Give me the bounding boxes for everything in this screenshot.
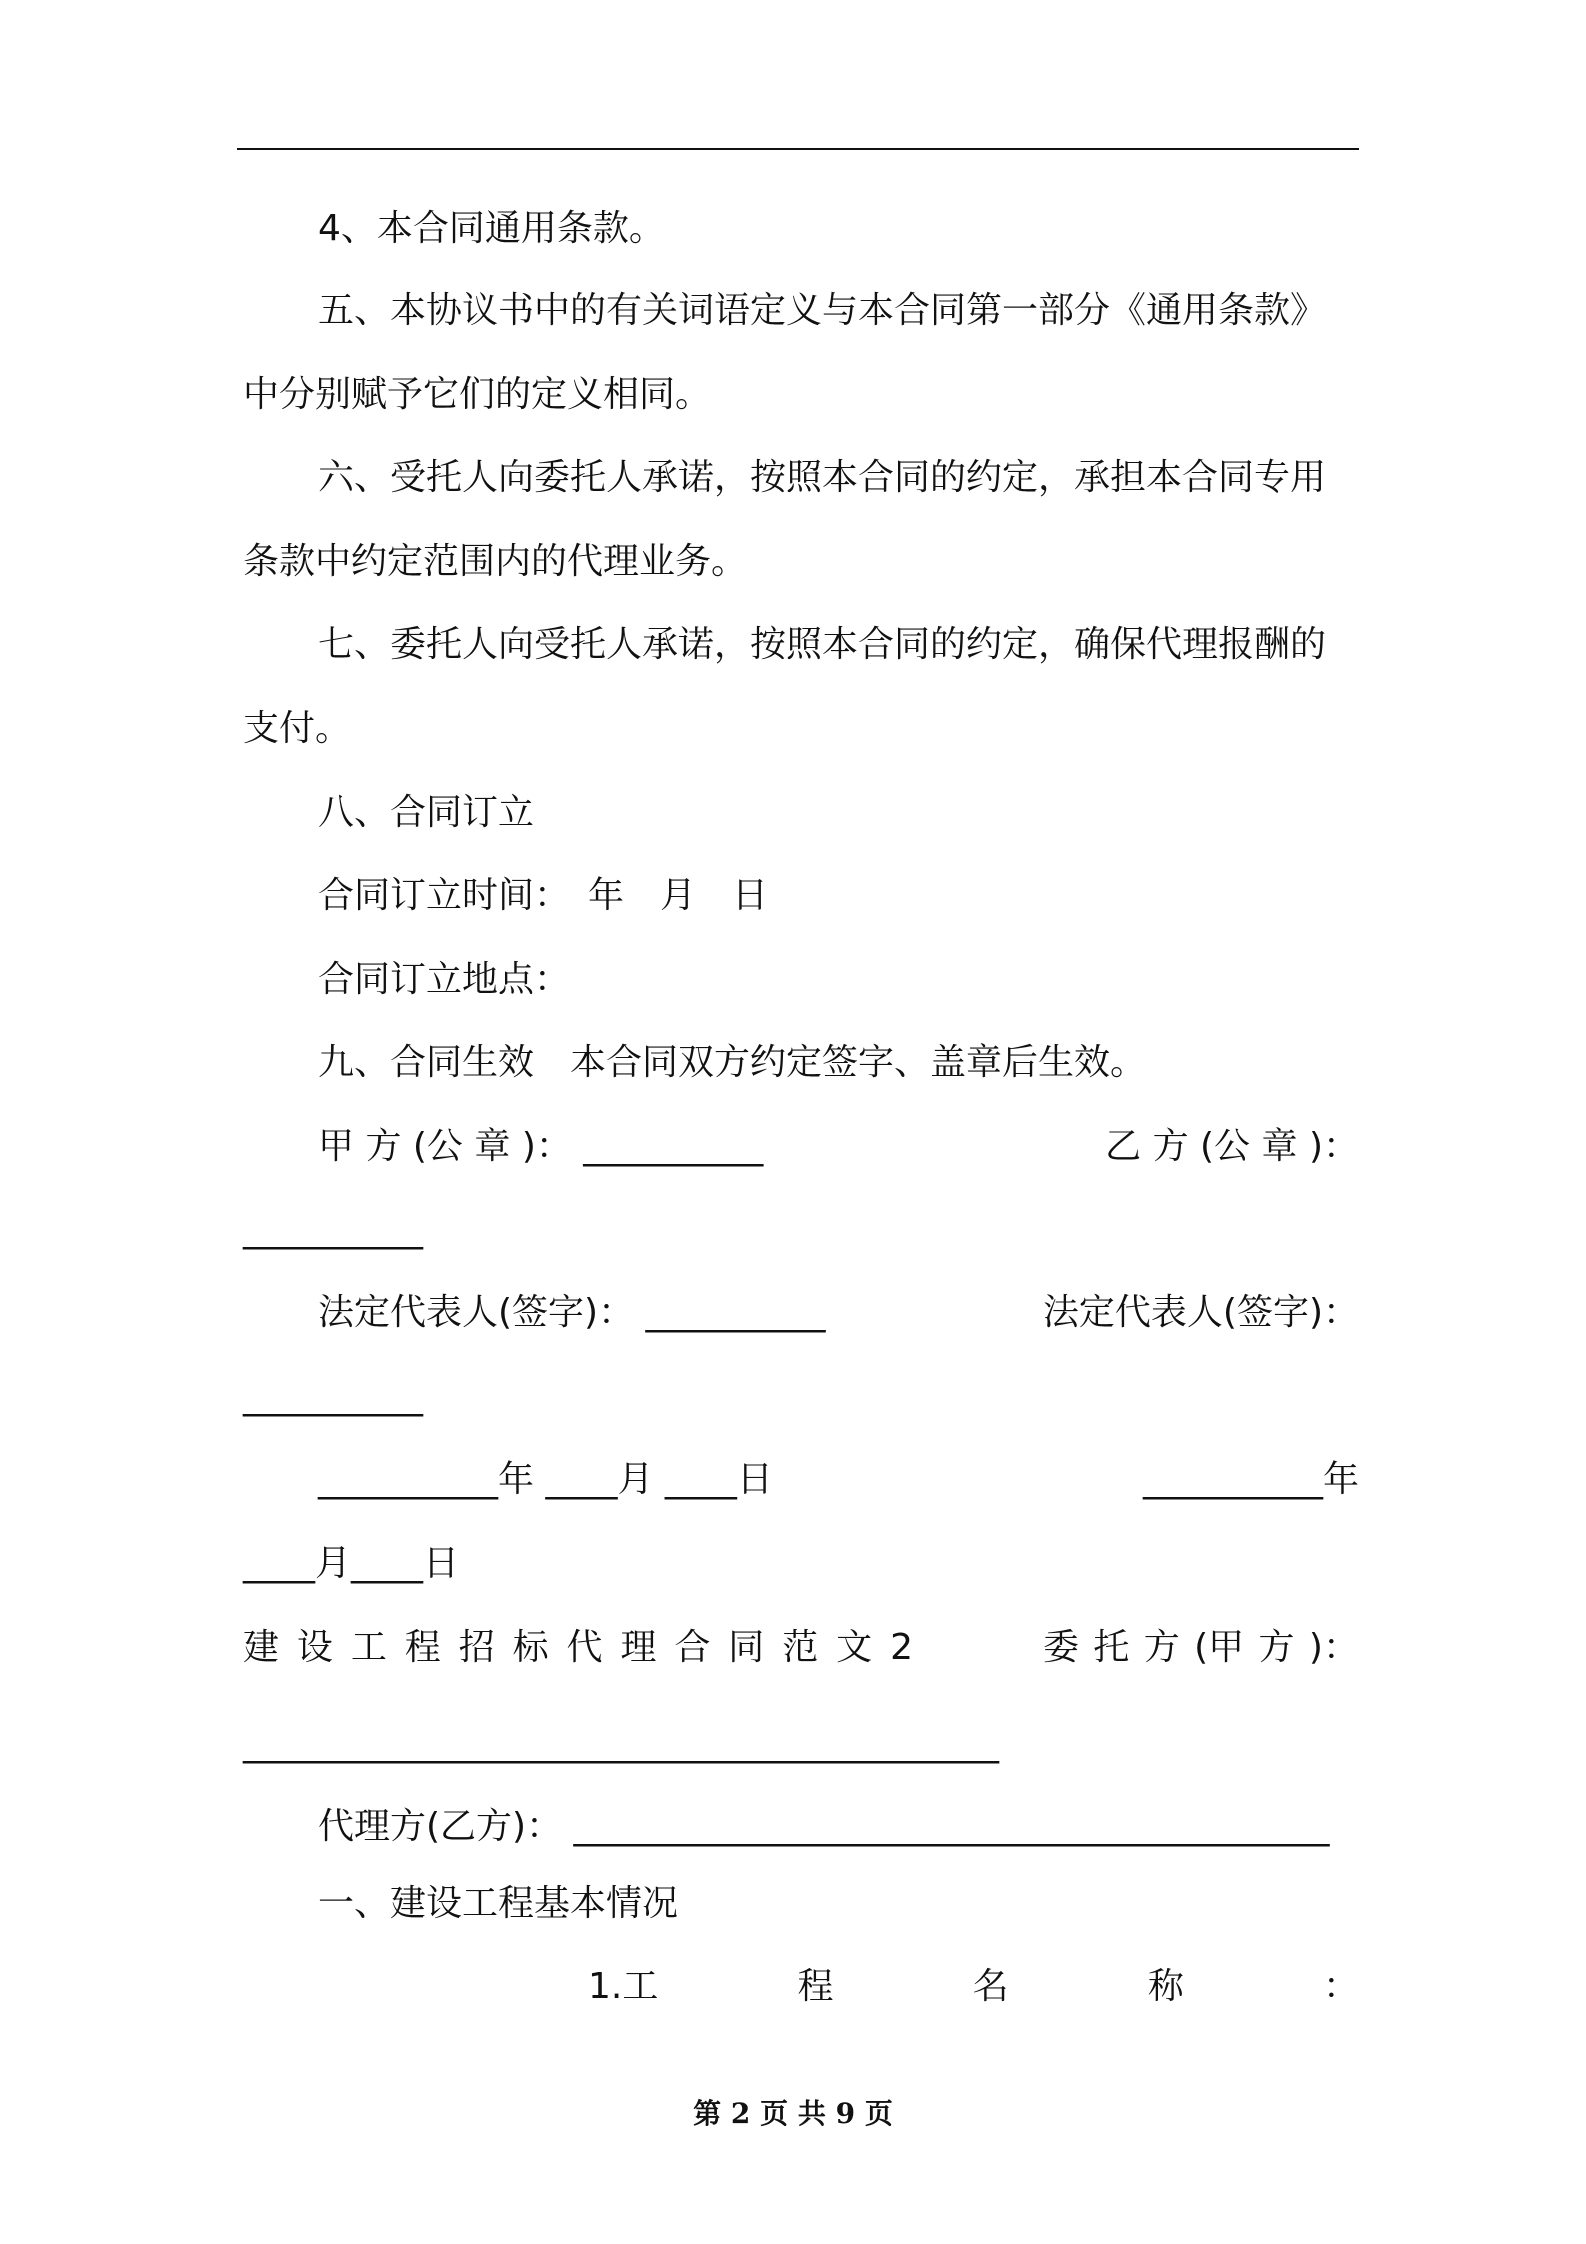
party-b-representative-blank: __________	[243, 1376, 423, 1417]
client-char: 方	[1143, 1627, 1180, 1668]
representative-row	[243, 1291, 1359, 1335]
title-char: 工	[350, 1627, 387, 1668]
clause-6-line-2: 条款中约定范围内的代理业务。	[243, 541, 748, 582]
contract-place: 合同订立地点：	[318, 959, 571, 1000]
title-char: 合	[674, 1627, 711, 1668]
party-b-signing-year: __________年	[1142, 1459, 1359, 1500]
page-number-footer: 第 2 页 共 9 页	[693, 2097, 893, 2130]
project-name-char: ：	[1322, 1966, 1359, 2007]
clause-4: 4、本合同通用条款。	[318, 208, 665, 249]
project-name-char: 名	[972, 1966, 1009, 2007]
title-char: 代	[566, 1627, 603, 1668]
clause-8-heading: 八、合同订立	[318, 792, 535, 833]
section-1-heading: 一、建设工程基本情况	[318, 1883, 679, 1924]
contract-date: 合同订立时间： 年 月 日	[318, 875, 769, 916]
title-char: 文	[836, 1627, 873, 1668]
client-party-label	[1043, 1626, 1359, 1670]
signing-date-row	[243, 1458, 1359, 1502]
client-char: 委	[1043, 1627, 1080, 1668]
title-char: 同	[728, 1627, 765, 1668]
clause-6-line-1: 六、受托人向委托人承诺，按照本合同的约定，承担本合同专用	[318, 457, 1327, 498]
clause-9: 九、合同生效 本合同双方约定签字、盖章后生效。	[318, 1042, 1147, 1083]
contract-title	[243, 1626, 913, 1670]
title-char: 范	[782, 1627, 819, 1668]
title-char: 建	[243, 1627, 280, 1668]
party-b-seal: 乙 方 (公 章 )：	[1105, 1126, 1359, 1167]
clause-7-line-1: 七、委托人向受托人承诺，按照本合同的约定，确保代理报酬的	[318, 624, 1327, 665]
clause-5-line-2: 中分别赋予它们的定义相同。	[243, 374, 712, 415]
header-rule	[237, 148, 1359, 150]
agent-party: 代理方(乙方)： __________________________________________	[318, 1806, 1330, 1847]
title-char: 2	[890, 1627, 913, 1668]
party-a-seal: 甲 方 (公 章 )： __________	[318, 1126, 764, 1167]
party-a-signing-date: __________年 ____月 ____日	[318, 1459, 773, 1500]
title-char: 标	[512, 1627, 549, 1668]
party-seal-row	[243, 1125, 1359, 1169]
party-a-representative: 法定代表人(签字)： __________	[318, 1292, 826, 1333]
party-b-signing-month-day: ____月____日	[243, 1543, 460, 1584]
project-name-char: 1.工	[588, 1966, 659, 2007]
clause-5-line-1: 五、本协议书中的有关词语定义与本合同第一部分《通用条款》	[318, 290, 1327, 331]
project-name-row	[588, 1965, 1359, 2009]
client-char: (甲	[1194, 1627, 1245, 1668]
title-char: 招	[458, 1627, 495, 1668]
title-char: 理	[620, 1627, 657, 1668]
client-party-blank: __________________________________________	[243, 1723, 999, 1764]
client-char: 托	[1093, 1627, 1130, 1668]
party-b-representative: 法定代表人(签字)：	[1042, 1292, 1359, 1333]
clause-7-line-2: 支付。	[243, 708, 352, 749]
project-name-char: 程	[797, 1966, 834, 2007]
client-char: 方	[1258, 1627, 1295, 1668]
contract-title-row	[243, 1626, 1359, 1670]
title-char: 设	[296, 1627, 333, 1668]
party-b-seal-blank: __________	[243, 1209, 423, 1250]
client-char: )：	[1308, 1627, 1359, 1668]
project-name-char: 称	[1147, 1966, 1184, 2007]
title-char: 程	[404, 1627, 441, 1668]
